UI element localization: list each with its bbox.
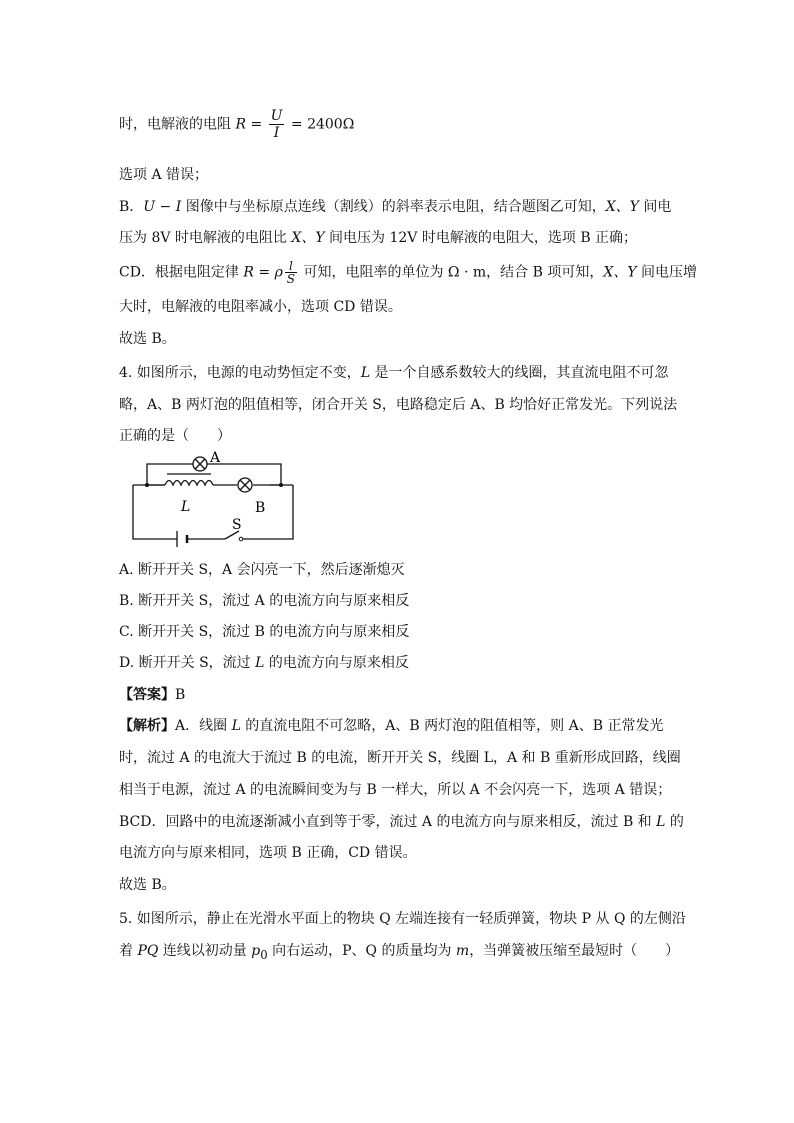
q4-option-a: A. 断开开关 S，A 会闪亮一下，然后逐渐熄灭 (119, 562, 405, 578)
text: 图像中与坐标原点连线（割线）的斜率表示电阻，结合题图乙可知， (181, 199, 606, 215)
text: 的 (665, 814, 684, 830)
text: B． (119, 199, 144, 215)
numerator: l (285, 260, 297, 273)
text: BCD．回路中的电流逐渐减小直到等于零，流过 A 的电流方向与原来相反，流过 B 和 (119, 814, 657, 830)
q4-analysis-line-6: 故选 B。 (119, 877, 176, 893)
q4-stem-line-2: 略，A、B 两灯泡的阻值相等，闭合开关 S，电路稳定后 A、B 均恰好正常发光。下列说法 (119, 397, 678, 413)
q4-option-d (119, 653, 409, 673)
q4-analysis-line-5: 电流方向与原来相同，选项 B 正确，CD 错误。 (119, 845, 417, 861)
fraction-l-over-s (285, 260, 297, 285)
text: 4. 如图所示，电源的电动势恒定不变， (119, 365, 361, 381)
q4-answer (119, 685, 185, 705)
wire-right (241, 485, 293, 539)
analysis-label: 【解析】 (119, 718, 175, 734)
text: 向右运动，P、Q 的质量均为 (267, 943, 456, 959)
var-L: L (360, 365, 371, 381)
q4-stem-line-1 (119, 363, 669, 383)
numerator: U (270, 108, 283, 124)
var-L: L (255, 655, 265, 671)
var-R: R (235, 116, 246, 133)
q4-analysis-line-4 (119, 812, 684, 832)
text: 时，电解液的电阻 (119, 116, 236, 133)
solution-line-2: 选项 A 错误； (119, 167, 209, 183)
solution-line-4 (119, 228, 637, 248)
denominator: S (286, 272, 296, 286)
circuit-diagram (125, 447, 300, 557)
text: 是一个自感系数较大的线圈，其直流电阻不可忽 (370, 365, 669, 381)
q4-analysis-line-1 (119, 716, 663, 736)
result: = 2400Ω (286, 116, 355, 133)
label-switch-s: S (232, 517, 242, 533)
fraction-u-over-i (269, 108, 285, 141)
lamp-a-cross (195, 459, 205, 469)
label-coil-l: L (181, 499, 191, 515)
q4-analysis-line-2: 时，流过 A 的电流大于流过 B 的电流，断开开关 S，线圈 L，A 和 B 重新形成回路，线圈 (119, 750, 681, 766)
answer-label: 【答案】 (119, 687, 175, 703)
solution-line-3 (119, 197, 671, 217)
q4-stem-line-3: 正确的是（ ） (119, 428, 231, 444)
text: 着 (119, 943, 138, 959)
text: 连线以初动量 (158, 943, 252, 959)
solution-line-7: 故选 B。 (119, 331, 176, 347)
text: 压为 8V 时电解液的电阻比 (119, 230, 292, 246)
text: 间电压增 (636, 264, 698, 281)
denominator: I (273, 125, 280, 141)
junction-right (279, 483, 283, 487)
text: ，当弹簧被压缩至最短时（ ） (469, 943, 680, 959)
lamp-b-cross (240, 480, 250, 490)
solution-line-6: 大时，电解液的电阻率减小，选项 CD 错误。 (119, 299, 402, 315)
label-lamp-a: A (210, 450, 221, 466)
text: 可知，电阻率的单位为 Ω · m，结合 B 项可知， (299, 264, 604, 281)
switch-contact (239, 537, 243, 541)
vars: X、Y (605, 199, 639, 215)
formula: U − I (143, 199, 182, 215)
text: 的电流方向与原来相反 (264, 655, 409, 671)
wire-left (133, 485, 177, 539)
q4-option-c: C. 断开开关 S，流过 B 的电流方向与原来相反 (119, 624, 410, 640)
text: CD．根据电阻定律 (119, 264, 244, 281)
junction-left (145, 483, 149, 487)
wire-a-right (207, 464, 281, 485)
vars: X、Y (291, 230, 325, 246)
text: 的直流电阻不可忽略，A、B 两灯泡的阻值相等，则 A、B 正常发光 (240, 718, 664, 734)
vars: PQ (137, 943, 159, 959)
formula: R = ρ (243, 264, 283, 281)
subscript-0: 0 (260, 947, 268, 962)
var-L: L (656, 814, 666, 830)
text: 间电 (638, 199, 672, 215)
vars: X、Y (603, 264, 637, 281)
equals: = (246, 116, 267, 133)
solution-line-1 (119, 108, 354, 141)
var-m: m (455, 943, 470, 959)
text: D. 断开开关 S，流过 (119, 655, 256, 671)
var-L: L (231, 718, 241, 734)
coil-symbol (165, 481, 213, 486)
text: A．线圈 (175, 718, 232, 734)
answer-value: B (175, 687, 186, 703)
solution-line-5 (119, 260, 697, 285)
text: 间电压为 12V 时电解液的电阻大，选项 B 正确； (324, 230, 638, 246)
q5-stem-line-2 (119, 941, 679, 965)
label-lamp-b: B (255, 500, 266, 516)
q5-stem-line-1: 5. 如图所示，静止在光滑水平面上的物块 Q 左端连接有一轻质弹簧，物块 P 从 Q 的左侧沿 (119, 911, 686, 927)
q4-analysis-line-3: 相当于电源，流过 A 的电流瞬间变为与 B 一样大，所以 A 不会闪亮一下，选项 A 错误； (119, 782, 672, 798)
q4-option-b: B. 断开开关 S，流过 A 的电流方向与原来相反 (119, 593, 410, 609)
var-p: p (251, 943, 261, 959)
